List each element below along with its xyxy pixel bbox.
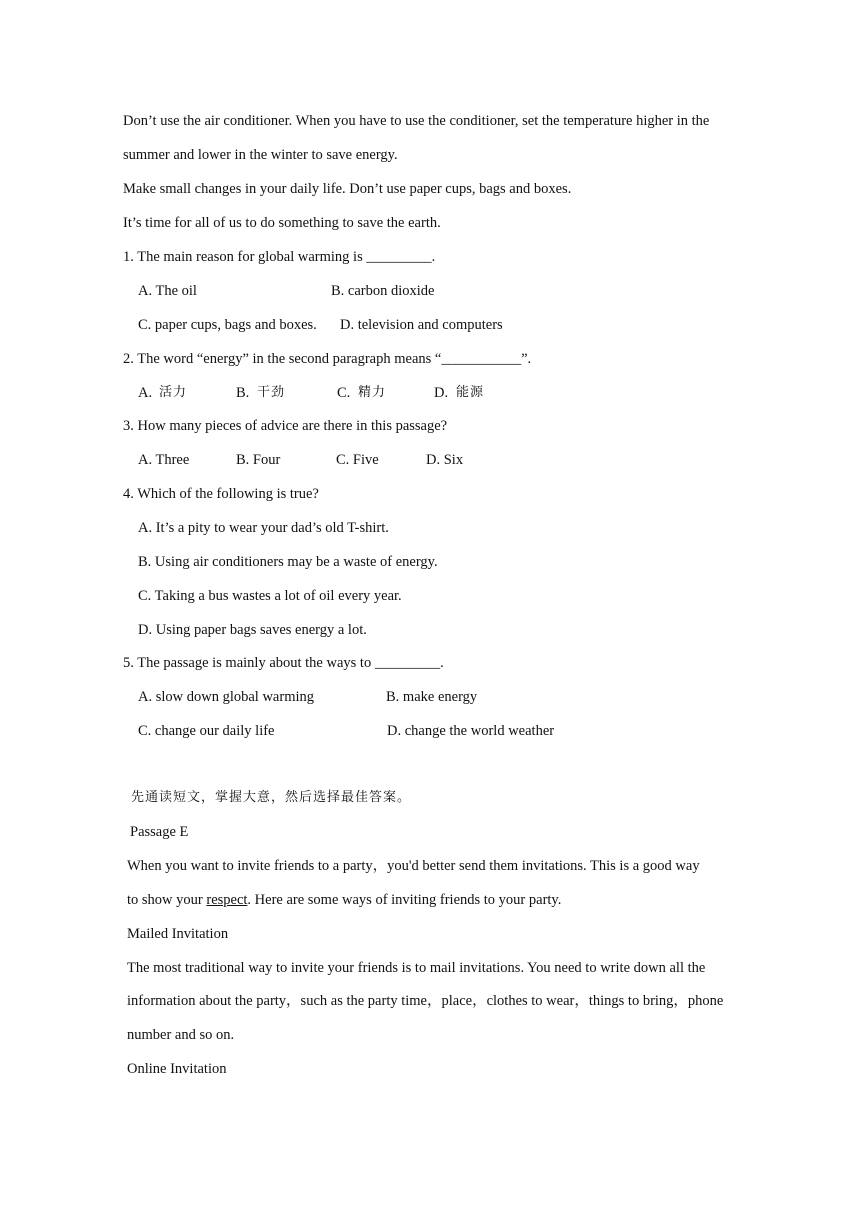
paragraph-line: information about the party，such as the party time，place，clothes to wear，things to bring，phone [127, 993, 724, 1009]
passage-title: Passage E [130, 824, 189, 840]
question-stem: 2. The word “energy” in the second paragraph means “___________”. [123, 351, 532, 367]
answer-option: B. make energy [386, 689, 478, 705]
underlined-word: respect [206, 892, 248, 908]
paragraph-line: summer and lower in the winter to save energy. [123, 147, 398, 163]
answer-option-text: 能源 [456, 385, 485, 400]
answer-option: D. change the world weather [387, 723, 555, 739]
answer-option-letter: A. [138, 385, 153, 401]
answer-option: C. Taking a bus wastes a lot of oil every year. [138, 588, 402, 604]
answer-option: A. slow down global warming [138, 689, 314, 705]
text-run: . Here are some ways of inviting friends to your party. [247, 892, 562, 908]
answer-option-text: 精力 [358, 385, 387, 400]
text-run: to show your [127, 892, 207, 908]
question-stem: 5. The passage is mainly about the ways to _________. [123, 655, 444, 671]
paragraph-line: The most traditional way to invite your friends is to mail invitations. You need to write down all the [127, 960, 706, 976]
answer-option: D. Six [426, 452, 464, 468]
section-instruction: 先通读短文，掌握大意，然后选择最佳答案。 [131, 790, 412, 805]
question-stem: 3. How many pieces of advice are there in this passage? [123, 418, 448, 434]
answer-option: B. Four [236, 452, 281, 468]
paragraph-line: Don’t use the air conditioner. When you have to use the conditioner, set the temperature higher in the [123, 113, 710, 129]
answer-option: C. Five [336, 452, 379, 468]
paragraph-line: number and so on. [127, 1027, 235, 1043]
answer-option: B. Using air conditioners may be a waste of energy. [138, 554, 438, 570]
paragraph-line [127, 890, 561, 910]
answer-option-letter: C. [337, 385, 351, 401]
answer-option: A. The oil [138, 283, 197, 299]
answer-option: A. It’s a pity to wear your dad’s old T-shirt. [138, 520, 389, 536]
subheading: Mailed Invitation [127, 926, 229, 942]
answer-option: B. carbon dioxide [331, 283, 435, 299]
answer-option-text: 活力 [159, 385, 188, 400]
answer-option: D. Using paper bags saves energy a lot. [138, 622, 367, 638]
answer-option-letter: B. [236, 385, 250, 401]
answer-option: D. television and computers [340, 317, 503, 333]
subheading: Online Invitation [127, 1061, 227, 1077]
question-stem: 4. Which of the following is true? [123, 486, 319, 502]
answer-option-text: 干劲 [257, 385, 286, 400]
question-stem: 1. The main reason for global warming is _________. [123, 249, 436, 265]
paragraph-line: When you want to invite friends to a party，you'd better send them invitations. This is a good way [127, 858, 700, 874]
answer-option-letter: D. [434, 385, 449, 401]
answer-option: A. Three [138, 452, 190, 468]
answer-option: C. change our daily life [138, 723, 275, 739]
paragraph-line: It’s time for all of us to do something to save the earth. [123, 215, 441, 231]
paragraph-line: Make small changes in your daily life. Don’t use paper cups, bags and boxes. [123, 181, 572, 197]
answer-option: C. paper cups, bags and boxes. [138, 317, 317, 333]
